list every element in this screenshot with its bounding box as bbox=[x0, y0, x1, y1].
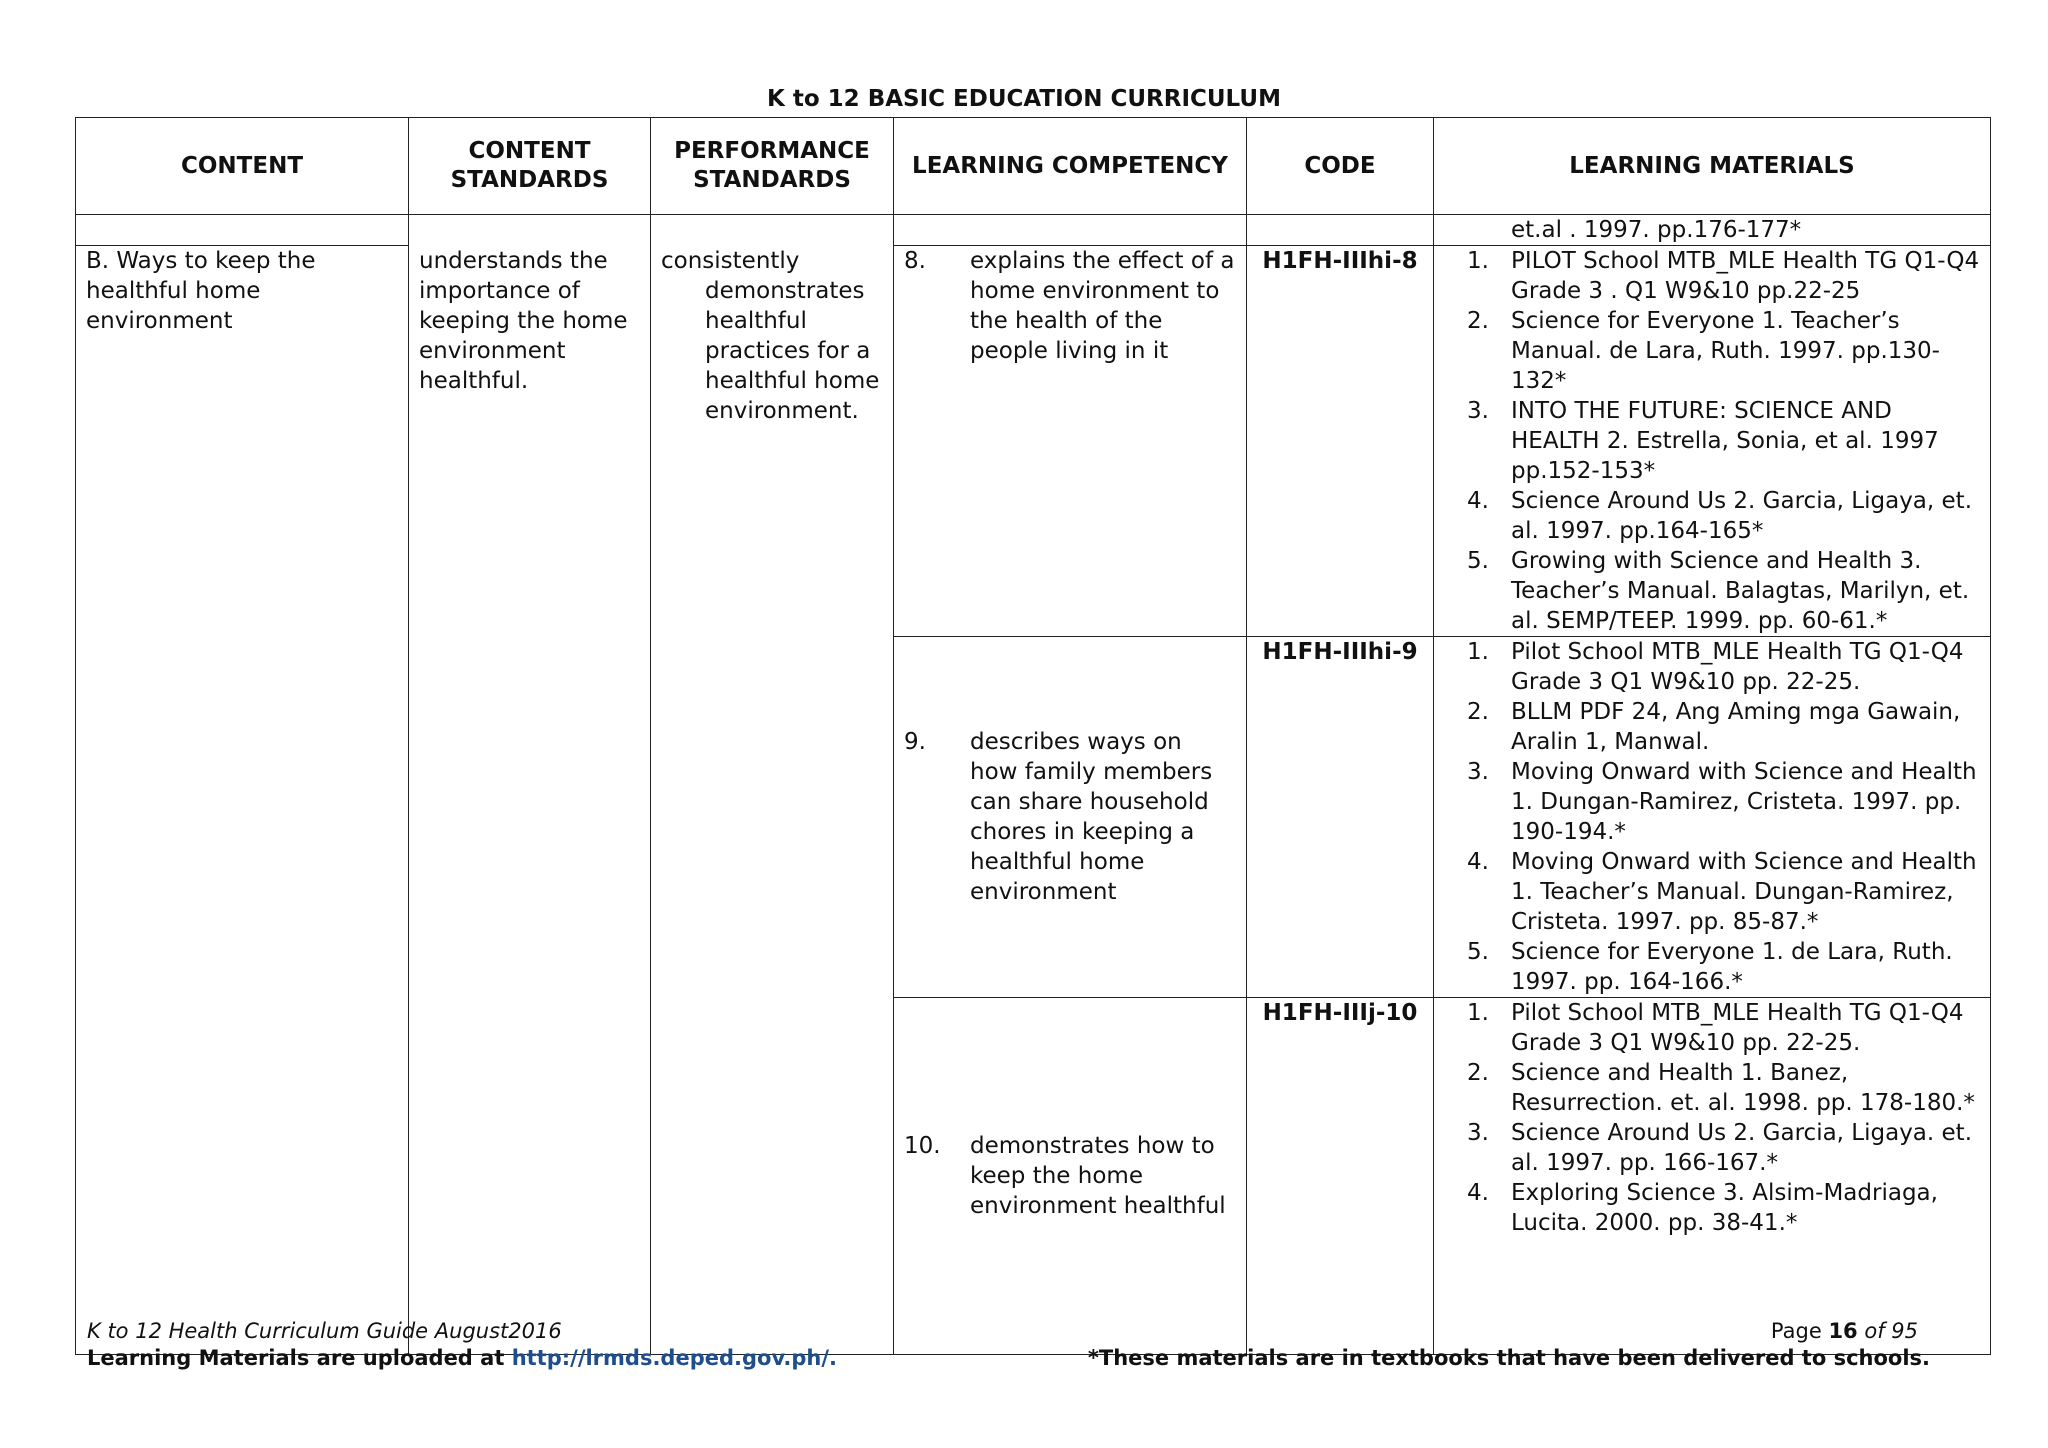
continuation-text: et.al . 1997. pp.176-177* bbox=[1511, 217, 1802, 243]
header-learning-materials: LEARNING MATERIALS bbox=[1434, 118, 1991, 215]
performance-standard-cell: consistently demonstrates healthful practices for a healthful home environment. bbox=[651, 246, 894, 1355]
curriculum-table bbox=[75, 117, 1991, 1355]
list-item: 1. PILOT School MTB_MLE Health TG Q1-Q4 Grade 3 . Q1 W9&10 pp.22-25 bbox=[1467, 248, 1980, 304]
list-item: 5. Growing with Science and Health 3. Teacher’s Manual. Balagtas, Marilyn, et. al. SEMP/TEEP. 1999. pp. 60-61.* bbox=[1467, 548, 1970, 634]
list-item: 3. Moving Onward with Science and Health 1. Dungan-Ramirez, Cristeta. 1997. pp. 190-194.* bbox=[1467, 759, 1977, 845]
competency-number: 10. bbox=[904, 1133, 941, 1159]
code-cell: H1FH-IIIj-10 bbox=[1247, 998, 1434, 1355]
competency-text: explains the effect of a home environment to the health of the people living in it bbox=[970, 248, 1235, 364]
footer-upload-line: Learning Materials are uploaded at http://lrmds.deped.gov.ph/. bbox=[87, 1346, 838, 1370]
footer-right bbox=[1088, 1318, 1930, 1372]
header-performance-standards: PERFORMANCE STANDARDS bbox=[651, 118, 894, 215]
materials-cell bbox=[1434, 246, 1991, 637]
materials-cell bbox=[1434, 998, 1991, 1355]
list-item: 1. Pilot School MTB_MLE Health TG Q1-Q4 Grade 3 Q1 W9&10 pp. 22-25. bbox=[1467, 1000, 1964, 1056]
competency-cell bbox=[894, 246, 1247, 637]
code-cell: H1FH-IIIhi-8 bbox=[1247, 246, 1434, 637]
header-learning-competency: LEARNING COMPETENCY bbox=[894, 118, 1247, 215]
list-item: 3. INTO THE FUTURE: SCIENCE AND HEALTH 2. Estrella, Sonia, et al. 1997 pp.152-153* bbox=[1467, 398, 1939, 484]
header-content-standards: CONTENT STANDARDS bbox=[409, 118, 651, 215]
code-cell: H1FH-IIIhi-9 bbox=[1247, 637, 1434, 998]
table-row bbox=[76, 246, 1991, 637]
footer-guide: K to 12 Health Curriculum Guide August2016 bbox=[87, 1319, 562, 1343]
content-cell: B. Ways to keep the healthful home environment bbox=[76, 246, 409, 1355]
materials-list bbox=[1444, 637, 1980, 997]
list-item: 4. Moving Onward with Science and Health 1. Teacher’s Manual. Dungan-Ramirez, Cristeta. 1997. pp. 85-87.* bbox=[1467, 849, 1977, 935]
list-item: 5. Science for Everyone 1. de Lara, Ruth. 1997. pp. 164-166.* bbox=[1467, 939, 1953, 995]
footer-note: *These materials are in textbooks that have been delivered to schools. bbox=[1087, 1346, 1930, 1370]
list-item: 2. Science for Everyone 1. Teacher’s Manual. de Lara, Ruth. 1997. pp.130-132* bbox=[1467, 308, 1940, 394]
competency-text: describes ways on how family members can share household chores in keeping a healthful home environment bbox=[970, 729, 1213, 905]
page-indicator: Page 16 of 95 bbox=[1770, 1319, 1918, 1343]
header-content: CONTENT bbox=[76, 118, 409, 215]
list-item: 4. Science Around Us 2. Garcia, Ligaya, et. al. 1997. pp.164-165* bbox=[1467, 488, 1972, 544]
header-row bbox=[76, 118, 1991, 215]
content-standard-cell: understands the importance of keeping the home environment healthful. bbox=[409, 246, 651, 1355]
document-title: K to 12 BASIC EDUCATION CURRICULUM bbox=[767, 86, 1281, 112]
competency-number: 8. bbox=[904, 248, 926, 274]
list-item: 1. Pilot School MTB_MLE Health TG Q1-Q4 Grade 3 Q1 W9&10 pp. 22-25. bbox=[1467, 639, 1964, 695]
competency-cell bbox=[894, 998, 1247, 1355]
materials-list bbox=[1444, 998, 1980, 1238]
list-item: 2. BLLM PDF 24, Ang Aming mga Gawain, Aralin 1, Manwal. bbox=[1467, 699, 1961, 755]
materials-cell bbox=[1434, 637, 1991, 998]
lrmds-link[interactable]: http://lrmds.deped.gov.ph/. bbox=[511, 1346, 838, 1370]
competency-text: demonstrates how to keep the home environment healthful bbox=[970, 1133, 1226, 1219]
competency-number: 9. bbox=[904, 729, 926, 755]
list-item: 4. Exploring Science 3. Alsim-Madriaga, Lucita. 2000. pp. 38-41.* bbox=[1467, 1180, 1938, 1236]
continuation-row bbox=[76, 215, 1991, 246]
list-item: 2. Science and Health 1. Banez, Resurrection. et. al. 1998. pp. 178-180.* bbox=[1467, 1060, 1975, 1116]
list-item: 3. Science Around Us 2. Garcia, Ligaya. et. al. 1997. pp. 166-167.* bbox=[1467, 1120, 1972, 1176]
materials-list bbox=[1444, 246, 1980, 636]
footer-left bbox=[87, 1318, 837, 1372]
header-code: CODE bbox=[1247, 118, 1434, 215]
competency-cell bbox=[894, 637, 1247, 998]
